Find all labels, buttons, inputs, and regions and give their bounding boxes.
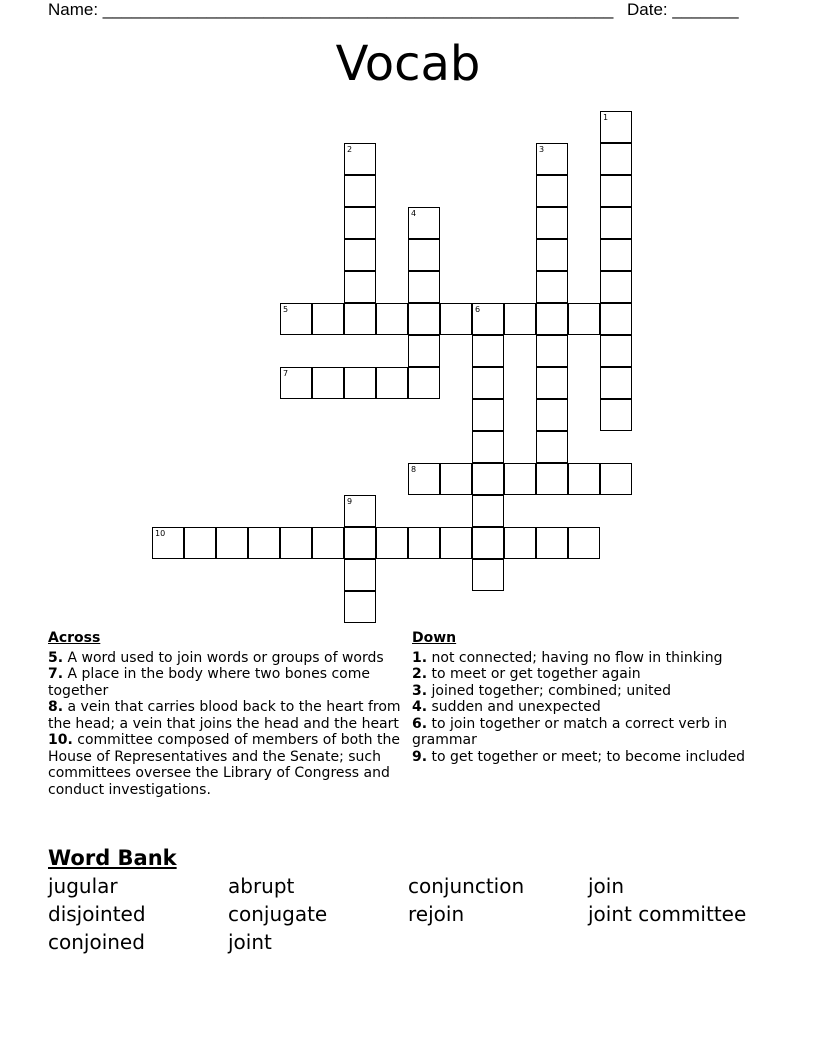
- crossword-cell[interactable]: [344, 527, 376, 559]
- down-heading: Down: [412, 630, 457, 646]
- crossword-cell[interactable]: [344, 303, 376, 335]
- clue-text: not connected; having no flow in thinking: [427, 649, 723, 666]
- crossword-cell[interactable]: [504, 527, 536, 559]
- word-bank-item: rejoin: [408, 902, 465, 926]
- page-title: Vocab: [335, 36, 481, 92]
- crossword-cell[interactable]: [472, 367, 504, 399]
- clue-number: 2.: [412, 666, 428, 682]
- crossword-cell[interactable]: [280, 303, 312, 335]
- word-bank-item: joint: [228, 930, 272, 954]
- word-bank-item: jugular: [48, 874, 118, 898]
- clue-number: 4.: [412, 699, 428, 715]
- clue-item: [412, 749, 762, 766]
- crossword-cell[interactable]: [440, 463, 472, 495]
- clue-number: 1.: [412, 649, 428, 666]
- clue-number: 5.: [48, 649, 64, 666]
- crossword-cell[interactable]: [568, 527, 600, 559]
- crossword-cell[interactable]: [600, 175, 632, 207]
- crossword-cell[interactable]: [568, 463, 600, 495]
- clue-number: 5: [283, 305, 289, 314]
- name-field[interactable]: Name: ______________________________________________________: [48, 0, 614, 19]
- crossword-cell[interactable]: [408, 303, 440, 335]
- clue-item: [412, 650, 762, 667]
- clue-number: 7.: [48, 666, 64, 682]
- crossword-cell[interactable]: [472, 303, 504, 335]
- clue-text: to join together or match a correct verb in grammar: [412, 715, 728, 748]
- word-bank-item: conjugate: [228, 902, 328, 926]
- clue-item: [48, 666, 410, 699]
- crossword-cell[interactable]: [408, 463, 440, 495]
- crossword-cell[interactable]: [344, 591, 376, 623]
- crossword-cell[interactable]: [600, 335, 632, 367]
- clue-text: committee composed of members of both the House of Representatives and the Senate; such committees oversee the Library of Congress and conduct investigations.: [48, 732, 400, 798]
- crossword-cell[interactable]: [600, 239, 632, 271]
- crossword-cell[interactable]: [408, 239, 440, 271]
- crossword-cell[interactable]: [216, 527, 248, 559]
- crossword-cell[interactable]: [408, 271, 440, 303]
- clue-number: 9: [347, 497, 353, 506]
- crossword-cell[interactable]: [184, 527, 216, 559]
- clue-number: 8.: [48, 699, 64, 715]
- down-clue-list: [412, 650, 762, 766]
- crossword-cell[interactable]: [536, 431, 568, 463]
- crossword-cell[interactable]: [536, 399, 568, 431]
- crossword-cell[interactable]: [408, 527, 440, 559]
- crossword-cell[interactable]: [440, 303, 472, 335]
- crossword-cell[interactable]: [536, 271, 568, 303]
- crossword-cell[interactable]: [376, 527, 408, 559]
- crossword-cell[interactable]: [536, 335, 568, 367]
- crossword-cell[interactable]: [344, 239, 376, 271]
- crossword-cell[interactable]: [344, 559, 376, 591]
- crossword-cell[interactable]: [248, 527, 280, 559]
- word-bank-item: abrupt: [228, 874, 295, 898]
- clue-text: to get together or meet; to become included: [427, 748, 746, 765]
- crossword-cell[interactable]: [536, 303, 568, 335]
- crossword-cell[interactable]: [536, 207, 568, 239]
- crossword-cell[interactable]: [408, 335, 440, 367]
- across-clue-list: [48, 650, 410, 799]
- clue-number: 7: [283, 369, 289, 378]
- word-bank-item: conjoined: [48, 930, 145, 954]
- crossword-cell[interactable]: [312, 303, 344, 335]
- clue-number: 3.: [412, 682, 428, 699]
- crossword-cell[interactable]: [344, 175, 376, 207]
- clue-item: [48, 732, 410, 798]
- crossword-cell[interactable]: [536, 367, 568, 399]
- crossword-cell[interactable]: [472, 463, 504, 495]
- crossword-cell[interactable]: [312, 527, 344, 559]
- across-heading: Across: [48, 630, 101, 646]
- crossword-cell[interactable]: [376, 303, 408, 335]
- crossword-cell[interactable]: [344, 271, 376, 303]
- crossword-cell[interactable]: [568, 303, 600, 335]
- clue-number: 8: [411, 465, 417, 474]
- crossword-cell[interactable]: [344, 367, 376, 399]
- crossword-cell[interactable]: [280, 367, 312, 399]
- clue-number: 3: [539, 145, 545, 154]
- clue-text: to meet or get together again: [427, 666, 641, 682]
- crossword-cell[interactable]: [600, 463, 632, 495]
- crossword-cell[interactable]: [600, 367, 632, 399]
- crossword-cell[interactable]: [344, 207, 376, 239]
- clue-item: [412, 716, 762, 749]
- crossword-cell[interactable]: [152, 527, 184, 559]
- crossword-cell[interactable]: [504, 303, 536, 335]
- clue-item: [412, 699, 762, 716]
- clue-item: [412, 666, 762, 683]
- down-clues: [412, 630, 762, 765]
- crossword-cell[interactable]: [376, 367, 408, 399]
- crossword-cell[interactable]: [472, 399, 504, 431]
- crossword-cell[interactable]: [504, 463, 536, 495]
- clue-number: 2: [347, 145, 353, 154]
- word-bank-title: Word Bank: [48, 846, 177, 870]
- crossword-cell[interactable]: [600, 111, 632, 143]
- crossword-cell[interactable]: [440, 527, 472, 559]
- crossword-cell[interactable]: [536, 239, 568, 271]
- crossword-cell[interactable]: [472, 527, 504, 559]
- crossword-cell[interactable]: [600, 399, 632, 431]
- word-bank-item: joint committee: [588, 902, 747, 926]
- clue-number: 10.: [48, 732, 73, 748]
- clue-item: [48, 699, 410, 732]
- crossword-cell[interactable]: [312, 367, 344, 399]
- clue-text: a vein that carries blood back to the heart from the head; a vein that joins the head and the heart: [48, 699, 401, 732]
- clue-text: A place in the body where two bones come together: [48, 666, 370, 699]
- crossword-cell[interactable]: [536, 463, 568, 495]
- word-bank-item: conjunction: [408, 874, 525, 898]
- clue-item: [48, 650, 410, 667]
- crossword-cell[interactable]: [344, 495, 376, 527]
- clue-text: A word used to join words or groups of words: [63, 649, 384, 666]
- crossword-cell[interactable]: [600, 271, 632, 303]
- word-bank-item: disjointed: [48, 902, 146, 926]
- crossword-cell[interactable]: [536, 143, 568, 175]
- crossword-cell[interactable]: [280, 527, 312, 559]
- clue-number: 9.: [412, 748, 428, 765]
- word-bank-item: join: [588, 874, 625, 898]
- crossword-cell[interactable]: [408, 367, 440, 399]
- clue-number: 6: [475, 305, 481, 314]
- crossword-cell[interactable]: [472, 495, 504, 527]
- clue-text: joined together; combined; united: [427, 682, 671, 699]
- crossword-cell[interactable]: [472, 431, 504, 463]
- crossword-cell[interactable]: [600, 303, 632, 335]
- clue-text: sudden and unexpected: [427, 699, 601, 715]
- date-field[interactable]: Date: _______: [627, 0, 739, 19]
- crossword-cell[interactable]: [472, 335, 504, 367]
- crossword-cell[interactable]: [600, 207, 632, 239]
- crossword-cell[interactable]: [600, 143, 632, 175]
- crossword-cell[interactable]: [408, 207, 440, 239]
- clue-number: 1: [603, 113, 609, 122]
- crossword-cell[interactable]: [472, 559, 504, 591]
- clue-item: [412, 683, 762, 700]
- crossword-cell[interactable]: [536, 175, 568, 207]
- clue-number: 10: [155, 529, 166, 538]
- clue-number: 6.: [412, 715, 428, 732]
- across-clues: [48, 630, 410, 798]
- crossword-cell[interactable]: [344, 143, 376, 175]
- crossword-cell[interactable]: [536, 527, 568, 559]
- clue-number: 4: [411, 209, 417, 218]
